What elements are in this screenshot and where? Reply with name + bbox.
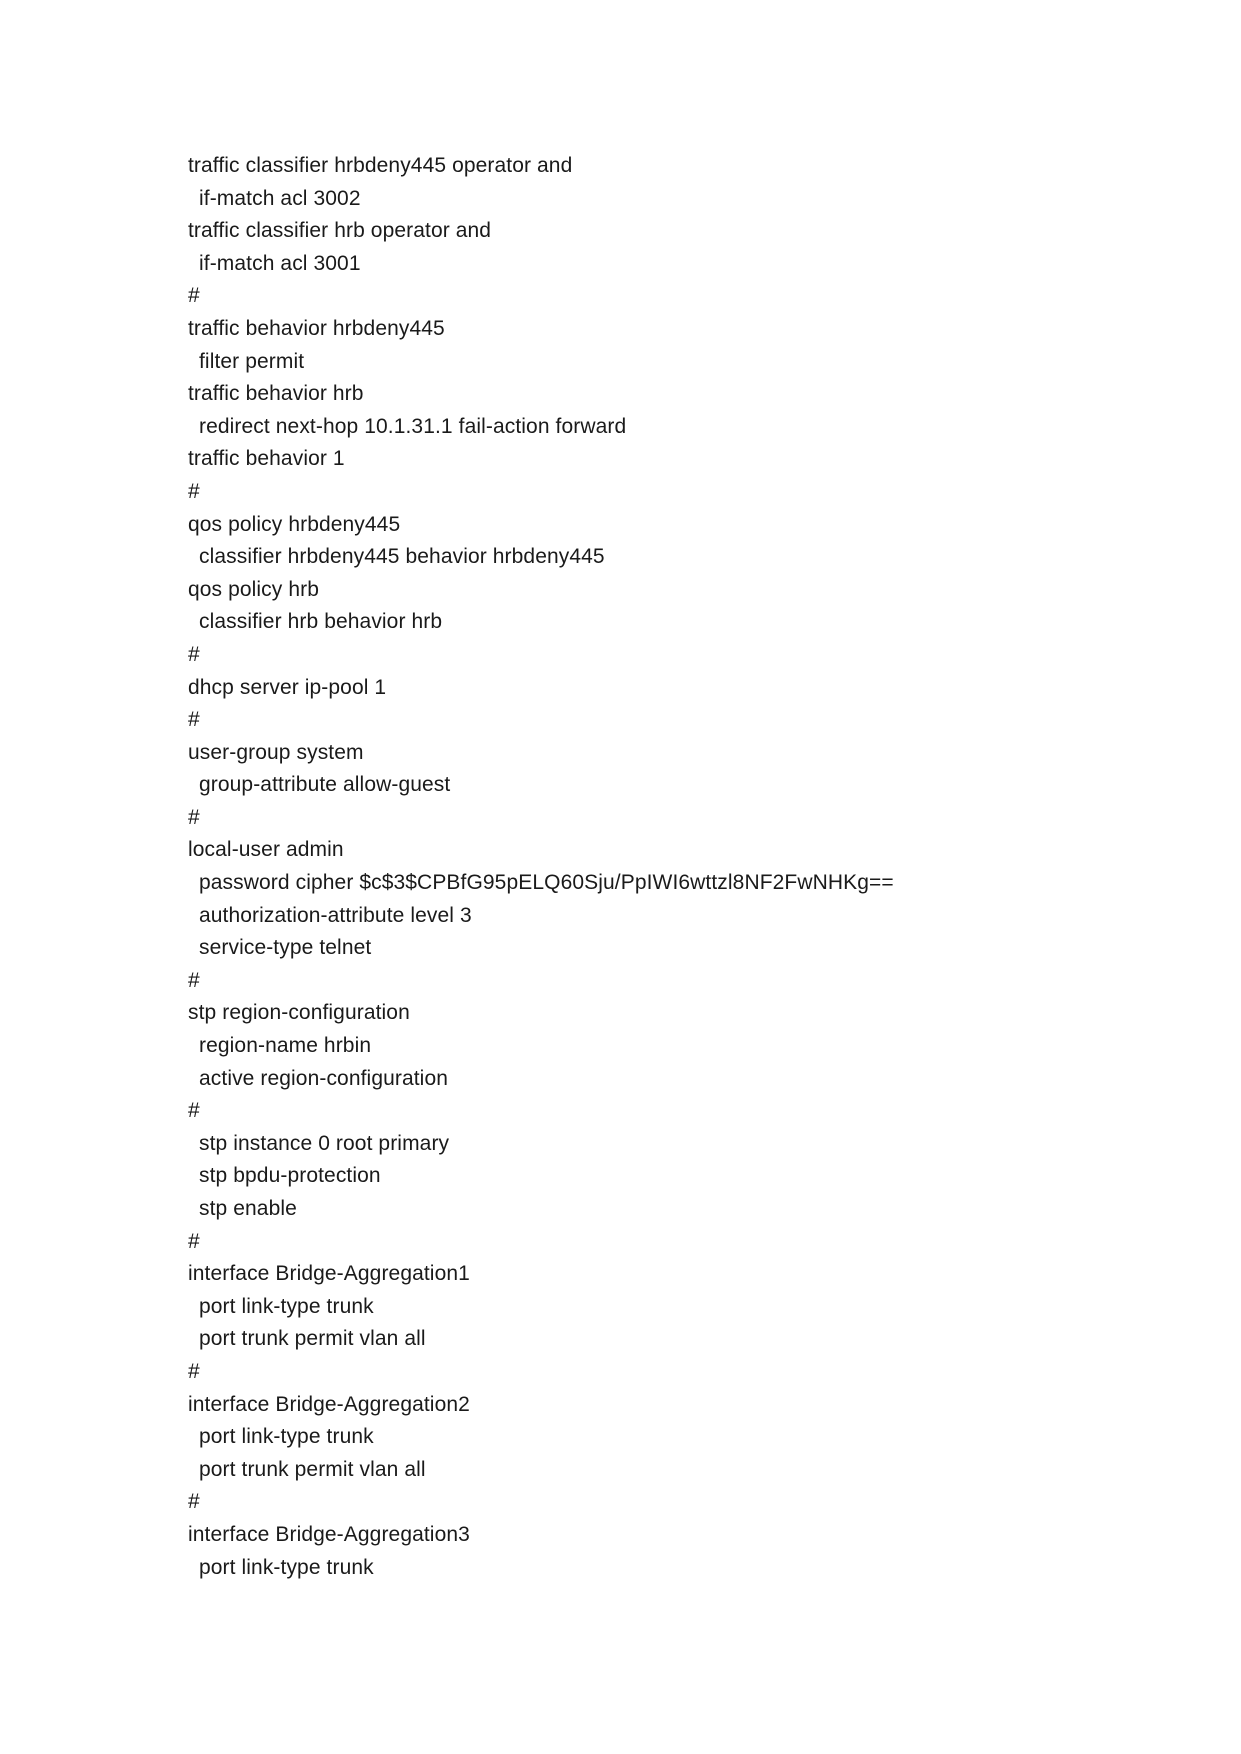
section-separator: # (188, 284, 200, 308)
config-line: traffic classifier hrb operator and (188, 219, 492, 243)
config-line: authorization-attribute level 3 (199, 903, 472, 927)
config-line: classifier hrb behavior hrb (199, 610, 443, 634)
section-separator: # (188, 1099, 200, 1123)
config-line: interface Bridge-Aggregation1 (188, 1262, 470, 1286)
config-line: traffic behavior hrbdeny445 (188, 316, 445, 340)
config-line: local-user admin (188, 838, 344, 862)
config-line: port trunk permit vlan all (199, 1457, 426, 1481)
config-line: user-group system (188, 740, 364, 764)
config-line: stp bpdu-protection (199, 1164, 381, 1188)
config-line: traffic behavior 1 (188, 447, 345, 471)
config-line: filter permit (199, 349, 305, 373)
section-separator: # (188, 1490, 200, 1514)
config-line: dhcp server ip-pool 1 (188, 675, 387, 699)
config-line: active region-configuration (199, 1066, 449, 1090)
config-line: port link-type trunk (199, 1555, 374, 1579)
config-line: service-type telnet (199, 936, 372, 960)
config-line: if-match acl 3002 (199, 186, 361, 210)
section-separator: # (188, 708, 200, 732)
config-line: interface Bridge-Aggregation3 (188, 1522, 470, 1546)
config-line: traffic classifier hrbdeny445 operator and (188, 154, 573, 177)
section-separator: # (188, 479, 200, 503)
config-line: redirect next-hop 10.1.31.1 fail-action forward (199, 414, 627, 438)
config-line: traffic behavior hrb (188, 382, 364, 406)
section-separator: # (188, 968, 200, 992)
config-line: stp enable (199, 1197, 297, 1220)
section-separator: # (188, 1359, 200, 1383)
section-separator: # (188, 805, 200, 829)
section-separator: # (188, 1229, 200, 1253)
config-line: password cipher $c$3$CPBfG95pELQ60Sju/PpIWI6wttzl8NF2FwNHKg== (199, 871, 894, 895)
config-line: group-attribute allow-guest (199, 773, 451, 797)
config-line: port link-type trunk (199, 1294, 374, 1318)
config-listing (188, 150, 1148, 1584)
config-line: stp region-configuration (188, 1001, 410, 1025)
config-line: qos policy hrb (188, 577, 319, 601)
config-line: region-name hrbin (199, 1034, 372, 1058)
config-line: if-match acl 3001 (199, 251, 361, 275)
config-line: qos policy hrbdeny445 (188, 512, 401, 536)
section-separator: # (188, 642, 200, 666)
config-line: port trunk permit vlan all (199, 1327, 426, 1351)
config-line: stp instance 0 root primary (199, 1131, 450, 1155)
config-line: port link-type trunk (199, 1425, 374, 1449)
config-line: classifier hrbdeny445 behavior hrbdeny445 (199, 545, 605, 569)
config-line: interface Bridge-Aggregation2 (188, 1392, 470, 1416)
